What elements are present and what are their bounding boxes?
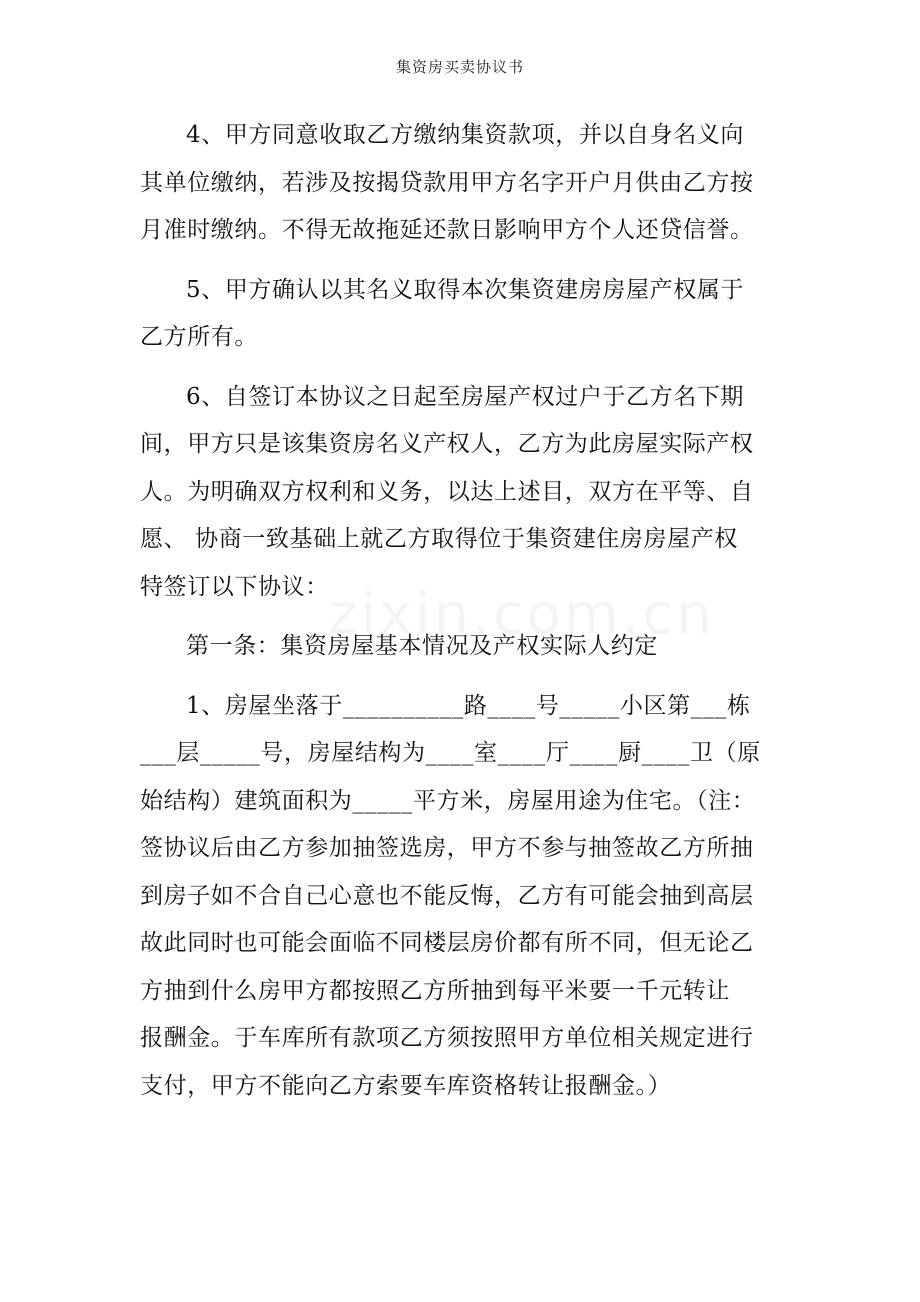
text-line: 特签订以下协议： bbox=[140, 573, 329, 600]
text-line: 月准时缴纳。不得无故拖延还款日影响甲方个人还贷信誉。 bbox=[140, 217, 754, 243]
text-line: 6、自签订本协议之日起至房屋产权过户于乙方名下期 bbox=[186, 383, 745, 410]
text-line: 方抽到什么房甲方都按照乙方所抽到每平米要一千元转让 bbox=[140, 977, 730, 1004]
text-line: 到房子如不合自己心意也不能反悔，乙方有可能会抽到高层 bbox=[140, 882, 754, 909]
text-line: 签协议后由乙方参加抽签选房，甲方不参与抽签故乙方所抽 bbox=[140, 835, 754, 861]
text-line: 人。为明确双方权利和义务，以达上述目，双方在平等、自 bbox=[140, 478, 754, 505]
text-line: 4、甲方同意收取乙方缴纳集资款项，并以自身名义向 bbox=[186, 122, 745, 148]
clause-5-paragraph bbox=[140, 267, 782, 362]
text-line: 其单位缴纳，若涉及按揭贷款用甲方名字开户月供由乙方按 bbox=[140, 169, 754, 196]
text-line: 故此同时也可能会面临不同楼层房价都有所不同，但无论乙 bbox=[140, 930, 754, 956]
text-line: 支付，甲方不能向乙方索要车库资格转让报酬金。） bbox=[140, 1072, 672, 1099]
text-line: 1、房屋坐落于__________路____号_____小区第___栋 bbox=[186, 692, 751, 719]
text-line: 始结构）建筑面积为_____平方米，房屋用途为住宅。（注： bbox=[140, 787, 756, 814]
text-line: 乙方所有。 bbox=[140, 324, 258, 350]
article-1-item-1-paragraph bbox=[140, 683, 782, 1111]
text-line: 5、甲方确认以其名义取得本次集资建房房屋产权属于 bbox=[186, 276, 745, 303]
text-line: ___层_____号，房屋结构为____室____厅____厨____卫（原 bbox=[140, 740, 761, 766]
clause-6-paragraph bbox=[140, 374, 782, 612]
text-line: 报酬金。于车库所有款项乙方须按照甲方单位相关规定进行 bbox=[140, 1025, 754, 1051]
document-body bbox=[140, 112, 782, 1122]
text-line: 第一条：集资房屋基本情况及产权实际人约定 bbox=[186, 633, 658, 659]
article-1-heading bbox=[140, 623, 782, 671]
text-line: 愿、 协商一致基础上就乙方取得位于集资建住房房屋产权 bbox=[140, 526, 738, 552]
text-line: 间，甲方只是该集资房名义产权人，乙方为此房屋实际产权 bbox=[140, 431, 754, 457]
running-header-title: 集资房买卖协议书 bbox=[395, 58, 524, 76]
clause-4-paragraph bbox=[140, 112, 782, 255]
